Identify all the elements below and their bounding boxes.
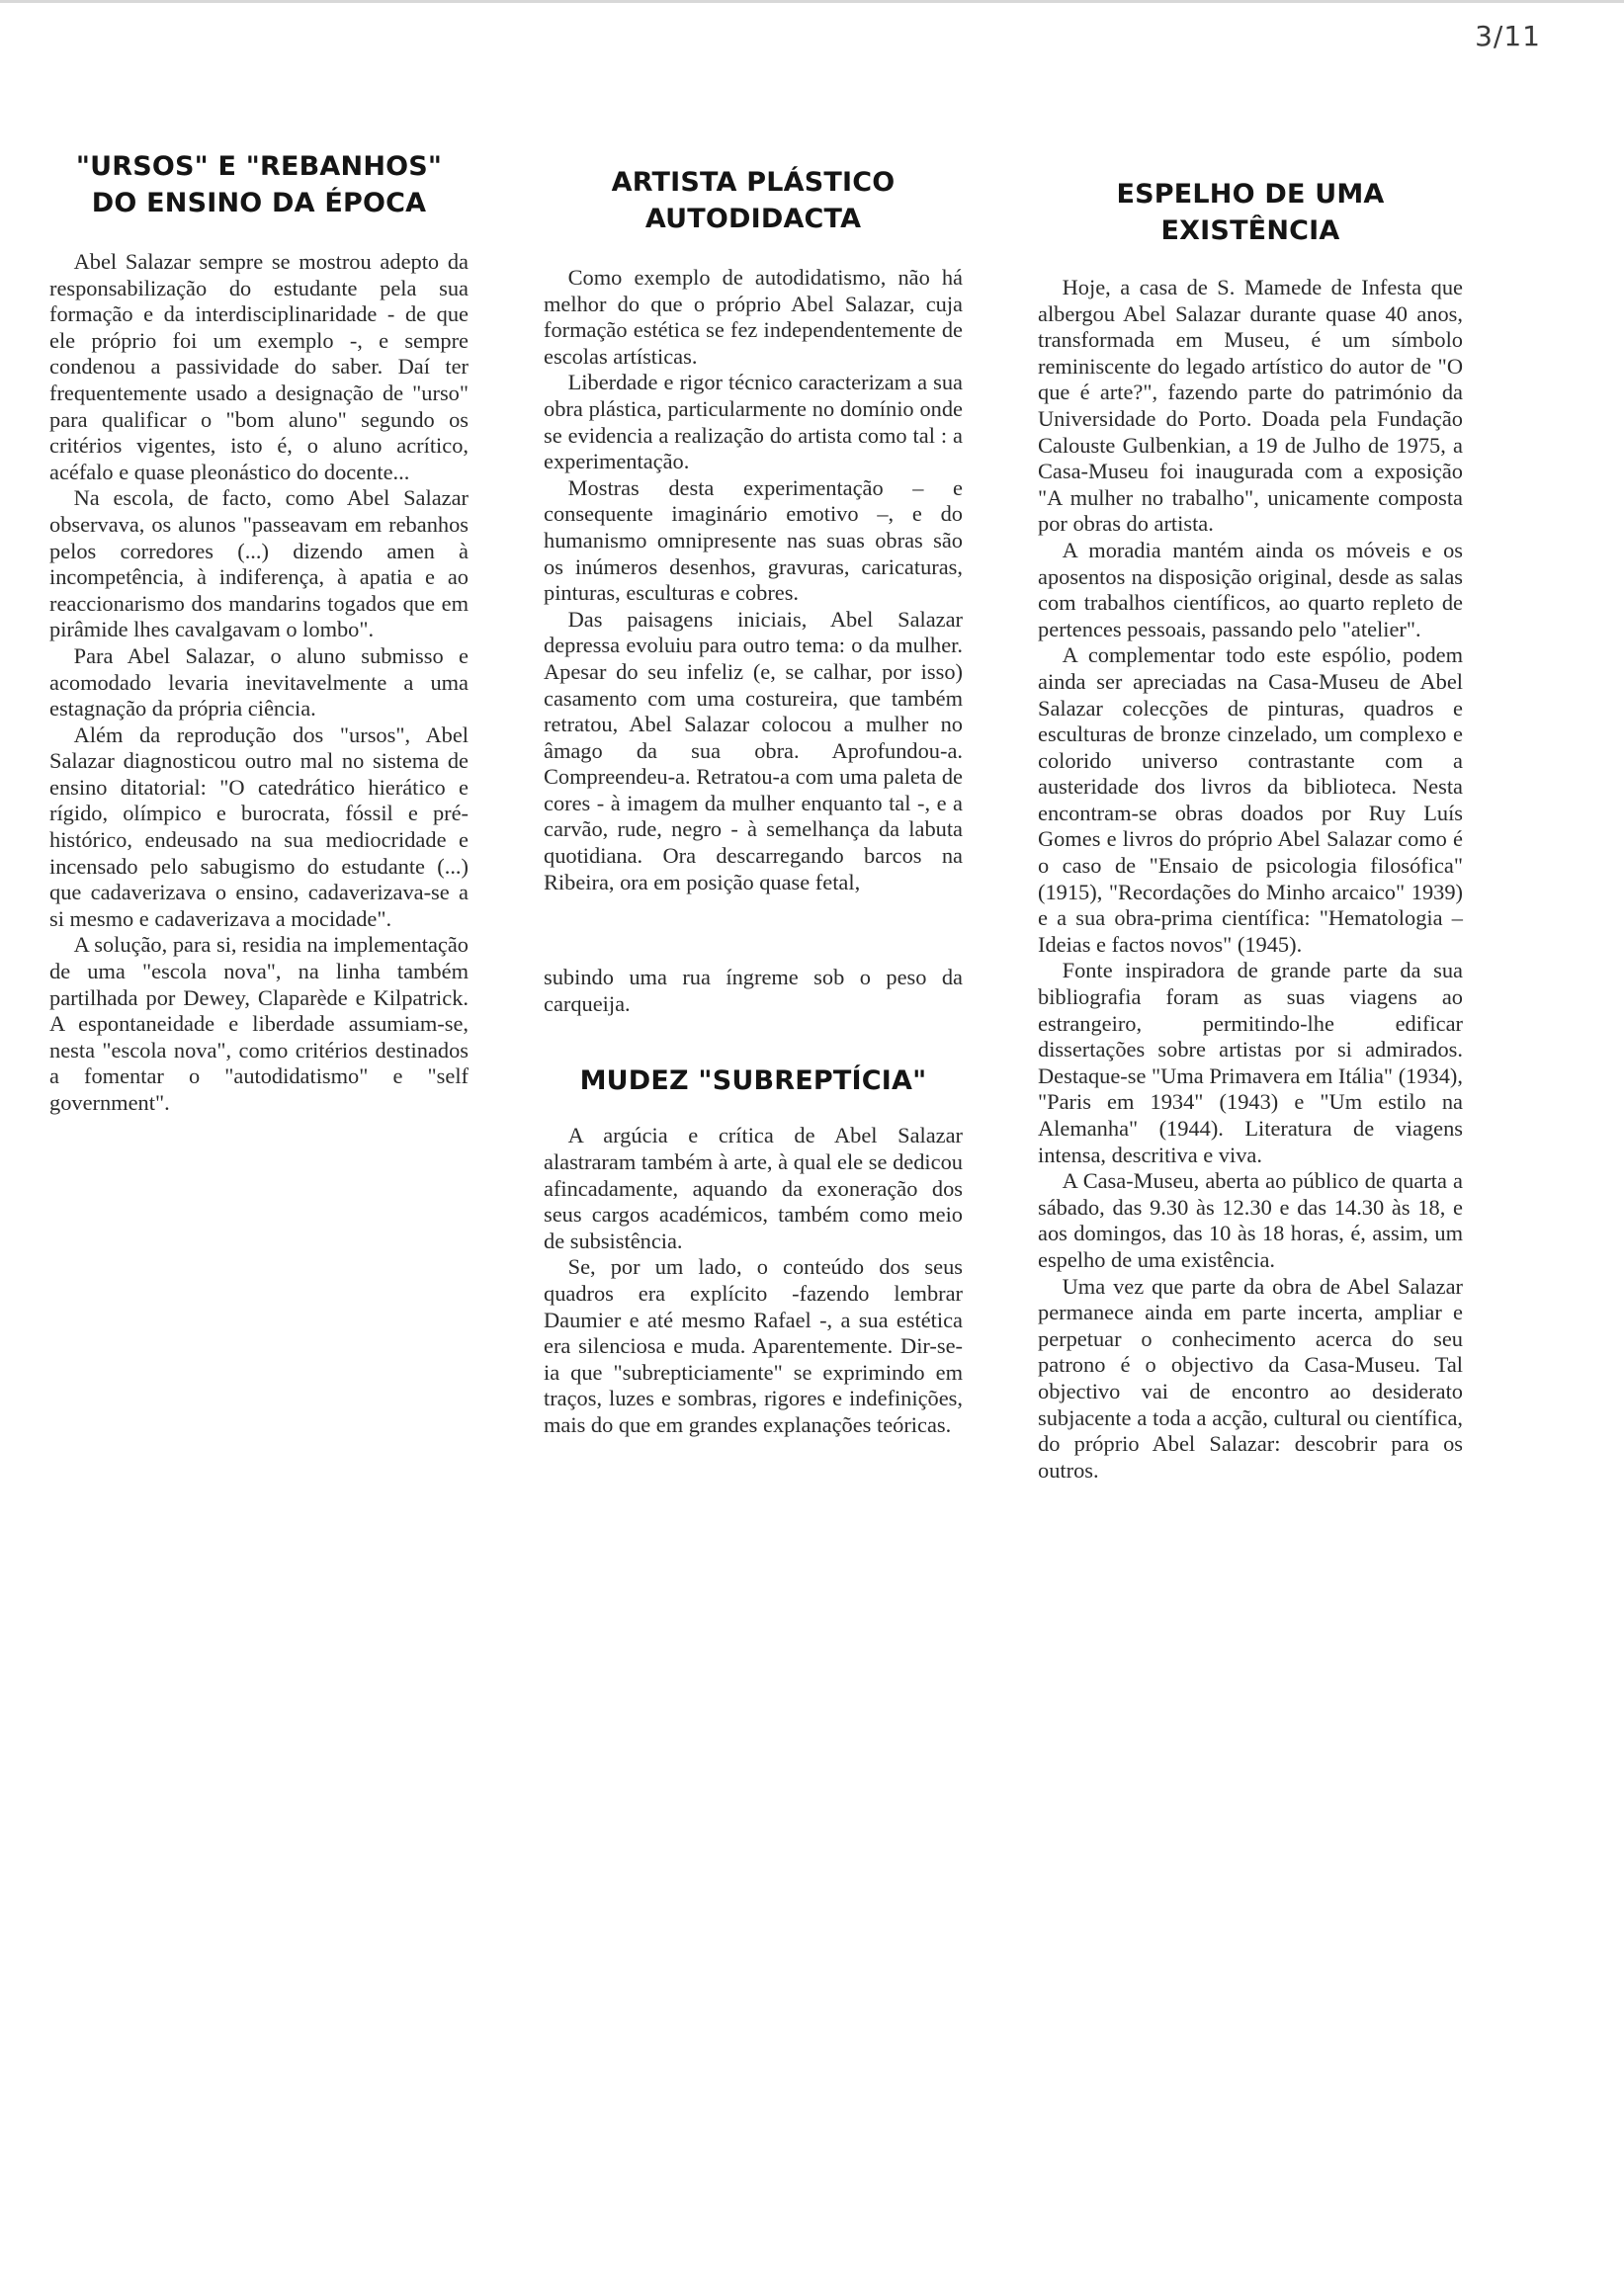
section-title-mudez-subrepticia: MUDEZ "SUBREPTÍCIA" bbox=[579, 1065, 927, 1097]
column-espelho-existencia bbox=[1038, 148, 1463, 1484]
paragraph: Das paisagens iniciais, Abel Salazar depressa evoluiu para outro tema: o da mulher. Apesar do seu infeliz (e, se calhar, por isso) casamento com uma costureira, que também retratou, Abel Salazar colocou a mulher no âmago da sua obra. Aprofundou-a. Compreendeu-a. Retratou-a com uma paleta de cores - à imagem da mulher enquanto tal -, e a carvão, rude, negro - à semelhança da labuta quotidiana. Ora descarregando barcos na Ribeira, ora em posição quase fetal, bbox=[544, 606, 963, 894]
paragraph: Fonte inspiradora de grande parte da sua bibliografia foram as suas viagens ao estrangeiro, permitindo-lhe edificar dissertações sobre artistas por si admirados. Destaque-se "Uma Primavera em Itália" (1934), "Paris em 1934" (1943) e "Um estilo na Alemanha" (1944). Literatura de viagens intensa, descritiva e viva. bbox=[1038, 958, 1463, 1167]
paragraph: A complementar todo este espólio, podem ainda ser apreciadas na Casa-Museu de Abel Salazar colecções de pinturas, quadros e esculturas de bronze cinzelado, um complexo e colorido universo contrastante com a austeridade dos livros da biblioteca. Nesta encontram-se obras doados por Ruy Luís Gomes e livros do próprio Abel Salazar como é o caso de "Ensaio de psicologia filosófica" (1915), "Recordações do Minho arcaico" 1939) e a sua obra-prima científica: "Hematologia – Ideias e factos novos" (1945). bbox=[1038, 642, 1463, 957]
section-title-ursos-rebanhos: "URSOS" E "REBANHOS" DO ENSINO DA ÉPOCA bbox=[75, 151, 443, 218]
section-body-ursos-rebanhos bbox=[49, 249, 469, 1117]
paragraph-continuation: subindo uma rua íngreme sob o peso da carqueija. bbox=[544, 965, 963, 1016]
paragraph: Liberdade e rigor técnico caracterizam a sua obra plástica, particularmente no domínio onde se evidencia a realização do artista como tal : a experimentação. bbox=[544, 370, 963, 474]
column-gap bbox=[544, 895, 963, 965]
paragraph: Uma vez que parte da obra de Abel Salazar permanece ainda em parte incerta, ampliar e perpetuar o conhecimento acerca do seu patrono é o objectivo da Casa-Museu. Tal objectivo vai de encontro ao desiderato subjacente a toda a acção, cultural ou científica, do próprio Abel Salazar: descobrir para os outros. bbox=[1038, 1273, 1463, 1483]
paragraph: Abel Salazar sempre se mostrou adepto da responsabilização do estudante pela sua formação e da interdisciplinaridade - de que ele próprio foi um exemplo -, e sempre condenou a passividade do saber. Daí ter frequentemente usado a designação de "urso" para qualificar o "bom aluno" segundo os critérios vigentes, isto é, o aluno acrítico, acéfalo e quase pleonástico do docente... bbox=[49, 249, 469, 484]
paragraph: Hoje, a casa de S. Mamede de Infesta que albergou Abel Salazar durante quase 40 anos, transformada em Museu, é um símbolo reminiscente do legado artístico do autor de "O que é arte?", fazendo parte do património da Universidade do Porto. Doada pela Fundação Calouste Gulbenkian, a 19 de Julho de 1975, a Casa-Museu foi inaugurada com a exposição "A mulher no trabalho", unicamente composta por obras do artista. bbox=[1038, 275, 1463, 537]
paragraph: A Casa-Museu, aberta ao público de quarta a sábado, das 9.30 às 12.30 e das 14.30 às 18, e aos domingos, das 10 às 18 horas, é, assim, um espelho de uma existência. bbox=[1038, 1168, 1463, 1272]
section-title-artista-plastico: ARTISTA PLÁSTICO AUTODIDACTA bbox=[611, 167, 896, 234]
top-scan-line bbox=[0, 0, 1624, 3]
paragraph: Mostras desta experimentação – e consequente imaginário emotivo –, e do humanismo omnipresente nas suas obras são os inúmeros desenhos, gravuras, caricaturas, pinturas, esculturas e cobres. bbox=[544, 474, 963, 606]
paragraph: A solução, para si, residia na implementação de uma "escola nova", na linha também partilhada por Dewey, Claparède e Kilpatrick. A espontaneidade e liberdade assumiam-se, nesta "escola nova", como critérios destinados a fomentar o "autodidatismo" e "self government". bbox=[49, 932, 469, 1115]
section-body-artista-plastico bbox=[544, 265, 963, 1017]
paragraph: Se, por um lado, o conteúdo dos seus quadros era explícito -fazendo lembrar Daumier e até mesmo Rafael -, a sua estética era silenciosa e muda. Aparentemente. Dir-se-ia que "subrepticiamente" se exprimindo em traços, luzes e sombras, rigores e indefinições, mais do que em grandes explanações teóricas. bbox=[544, 1254, 963, 1437]
paragraph: Na escola, de facto, como Abel Salazar observava, os alunos "passeavam em rebanhos pelos corredores (...) dizendo amen à incompetência, à indiferença, à apatia e ao reaccionarismo dos mandarins togados que em pirâmide lhes cavalgavam o lombo". bbox=[49, 485, 469, 642]
section-body-espelho-existencia bbox=[1038, 275, 1463, 1484]
page-number: 3/11 bbox=[1475, 20, 1541, 52]
paragraph: Para Abel Salazar, o aluno submisso e acomodado levaria inevitavelmente a uma estagnação da própria ciência. bbox=[49, 642, 469, 722]
paragraph: A argúcia e crítica de Abel Salazar alastraram também à arte, à qual ele se dedicou afincadamente, aquando da exoneração dos seus cargos académicos, também como meio de subsistência. bbox=[544, 1123, 963, 1253]
paragraph: A moradia mantém ainda os móveis e os aposentos na disposição original, desde as salas com trabalhos científicos, ao quarto repleto de pertences pessoais, passando pelo "atelier". bbox=[1038, 537, 1463, 641]
paragraph: Além da reprodução dos "ursos", Abel Salazar diagnosticou outro mal no sistema de ensino ditatorial: "O catedrático hierático e rígido, olímpico e burocrata, fóssil e pré-histórico, endeusado na sua mediocridade e incensado pelo sabugismo do estudante (...) que cadaverizava o ensino, cadaverizava-se a si mesmo e cadaverizava a mocidade". bbox=[49, 722, 469, 931]
section-title-espelho-existencia: ESPELHO DE UMA EXISTÊNCIA bbox=[1116, 179, 1385, 246]
section-body-mudez-subrepticia bbox=[544, 1123, 963, 1438]
paragraph: Como exemplo de autodidatismo, não há melhor do que o próprio Abel Salazar, cuja formação estética se fez independentemente de escolas artísticas. bbox=[544, 265, 963, 369]
column-ursos-rebanhos bbox=[49, 148, 469, 1117]
column-artista-plastico bbox=[544, 148, 963, 1439]
